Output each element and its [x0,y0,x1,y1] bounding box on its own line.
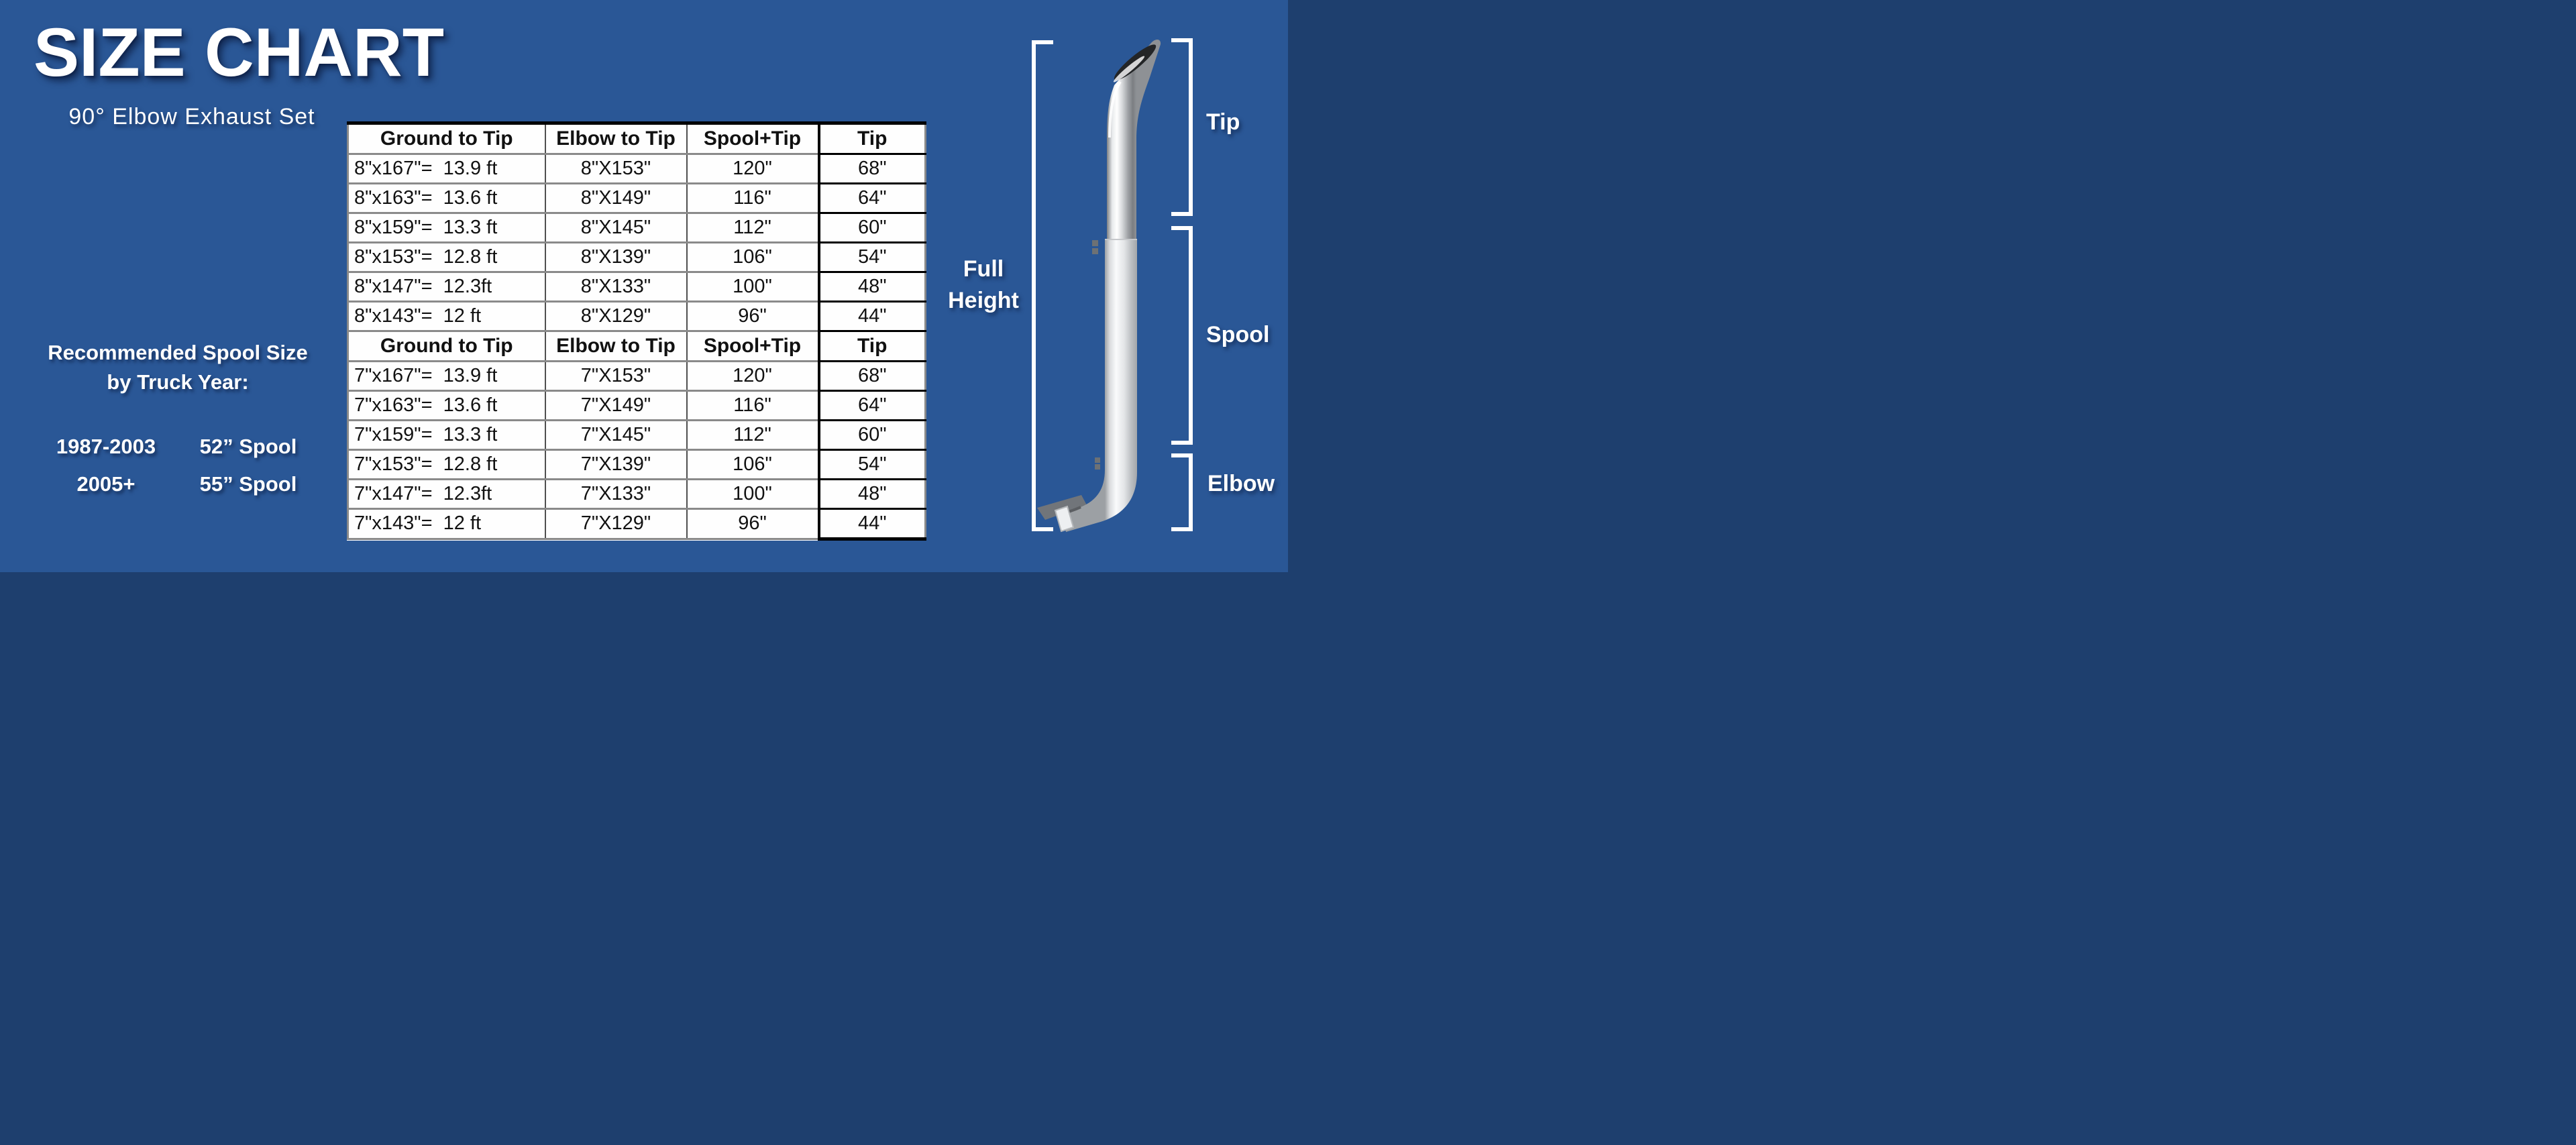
table-cell: 7"X145" [545,420,687,449]
subtitle: 90° Elbow Exhaust Set [68,104,315,129]
table-row [348,243,926,272]
table-row [348,390,926,420]
full-height-bracket-top-arm [1032,40,1053,44]
size-chart-infographic [0,0,1288,572]
spool-bracket-top-arm [1171,226,1193,230]
table-cell: 120" [687,154,819,184]
table-cell: 8"X129" [545,301,687,331]
column-header: Tip [819,123,926,154]
table-cell: 7"x159"= 13.3 ft [348,420,545,449]
column-header: Spool+Tip [687,331,819,361]
elbow-bracket-bottom-arm [1171,527,1193,531]
table-cell: 48" [819,272,926,302]
table-cell: 112" [687,213,819,243]
table-cell: 120" [687,362,819,391]
column-header: Tip [819,331,926,361]
table-cell: 8"X149" [545,184,687,213]
table-cell: 7"X133" [545,479,687,508]
table-row [348,213,926,243]
table-cell: 96" [687,508,819,539]
table-cell: 64" [819,390,926,420]
table-row [348,184,926,213]
spool-recommendation-rows [35,428,319,503]
full-height-label-line1: Full [963,256,1004,282]
table-cell: 116" [687,184,819,213]
spool-recommendation-heading-line2: by Truck Year: [107,370,249,394]
table-cell: 7"X139" [545,449,687,479]
pipe-spool-section [1105,240,1137,455]
table-cell: 7"X153" [545,362,687,391]
table-cell: 7"X149" [545,390,687,420]
pipe-elbow-section [1037,453,1137,532]
column-header: Spool+Tip [687,123,819,154]
table-cell: 8"x153"= 12.8 ft [348,243,545,272]
spool-bracket-vertical [1189,226,1193,445]
table-cell: 96" [687,301,819,331]
table-cell: 100" [687,479,819,508]
truck-year-range: 2005+ [76,472,136,496]
full-height-label-line2: Height [948,288,1019,313]
elbow-bracket-top-arm [1171,453,1193,457]
spool-recommendation-row [35,466,319,503]
column-header: Elbow to Tip [545,331,687,361]
size-table-body [348,123,926,539]
table-cell: 48" [819,479,926,508]
table-cell: 8"X139" [545,243,687,272]
table-cell: 68" [819,362,926,391]
table-cell: 8"X145" [545,213,687,243]
table-cell: 8"x147"= 12.3ft [348,272,545,302]
table-row [348,479,926,508]
table-cell: 60" [819,213,926,243]
table-header-row [348,123,926,154]
size-table [347,121,926,541]
column-header: Ground to Tip [348,123,545,154]
column-header: Elbow to Tip [545,123,687,154]
table-row [348,449,926,479]
table-cell: 7"x163"= 13.6 ft [348,390,545,420]
table-cell: 8"x167"= 13.9 ft [348,154,545,184]
full-height-bracket-bottom-arm [1032,527,1053,531]
table-cell: 8"X153" [545,154,687,184]
table-cell: 64" [819,184,926,213]
table-row [348,301,926,331]
table-cell: 60" [819,420,926,449]
table-cell: 44" [819,508,926,539]
page-title: SIZE CHART [34,14,444,91]
tip-bracket-top-arm [1171,38,1193,42]
table-row [348,154,926,184]
table-cell: 106" [687,449,819,479]
table-cell: 54" [819,449,926,479]
tip-bracket-vertical [1189,38,1193,216]
table-cell: 7"x147"= 12.3ft [348,479,545,508]
spool-bracket-bottom-arm [1171,441,1193,445]
tip-bracket-bottom-arm [1171,212,1193,216]
truck-year-range: 1987-2003 [56,435,156,458]
full-height-label [932,254,1034,317]
table-cell: 7"X129" [545,508,687,539]
table-cell: 7"x153"= 12.8 ft [348,449,545,479]
table-row [348,420,926,449]
spool-recommendation-heading [19,338,337,397]
table-cell: 8"x163"= 13.6 ft [348,184,545,213]
pipe-tip-section [1107,40,1161,243]
table-row [348,508,926,539]
table-cell: 112" [687,420,819,449]
elbow-bracket-vertical [1189,453,1193,531]
recommended-spool-size: 55” Spool [199,472,297,496]
table-header-row [348,331,926,361]
table-cell: 106" [687,243,819,272]
table-row [348,362,926,391]
spool-recommendation-heading-line1: Recommended Spool Size [48,341,308,364]
table-cell: 54" [819,243,926,272]
recommended-spool-size: 52” Spool [199,435,297,458]
spool-recommendation-row [35,428,319,466]
table-cell: 8"x159"= 13.3 ft [348,213,545,243]
elbow-label: Elbow [1208,471,1275,496]
table-cell: 116" [687,390,819,420]
table-cell: 7"x167"= 13.9 ft [348,362,545,391]
table-row [348,272,926,302]
table-cell: 68" [819,154,926,184]
table-cell: 8"X133" [545,272,687,302]
spool-label: Spool [1206,322,1270,347]
table-cell: 44" [819,301,926,331]
exhaust-pipe-illustration [1033,27,1187,547]
tip-label: Tip [1206,109,1240,135]
table-cell: 8"x143"= 12 ft [348,301,545,331]
table-cell: 7"x143"= 12 ft [348,508,545,539]
table-cell: 100" [687,272,819,302]
column-header: Ground to Tip [348,331,545,361]
size-table-container [347,121,926,541]
